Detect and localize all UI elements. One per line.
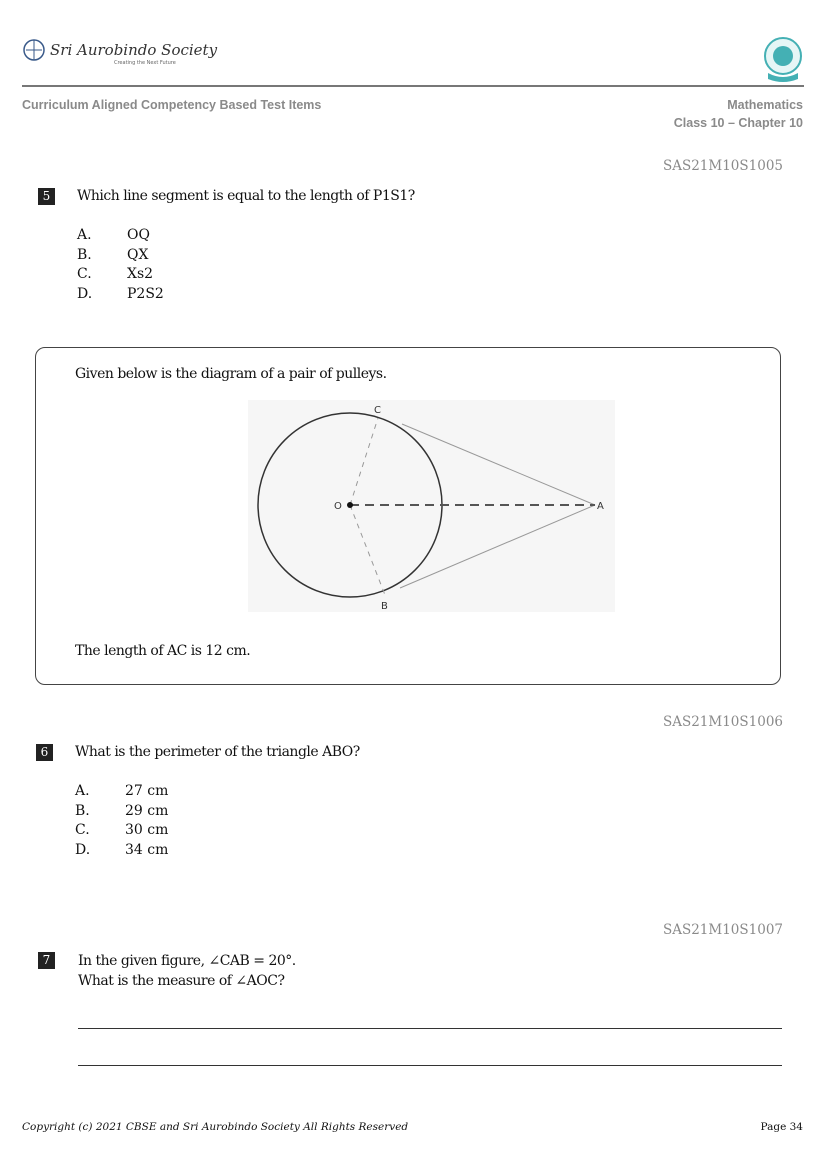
pulley-diagram <box>248 400 615 612</box>
label-c: C <box>374 405 381 416</box>
header-left-title: Curriculum Aligned Competency Based Test Items <box>22 98 322 112</box>
q6-options <box>75 782 168 860</box>
option: C. 30 cm <box>75 822 169 838</box>
footer-copyright: Copyright (c) 2021 CBSE and Sri Aurobindo Society All Rights Reserved <box>22 1121 409 1133</box>
answer-line[interactable] <box>78 1065 782 1066</box>
label-b: B <box>381 601 388 612</box>
label-o: O <box>334 501 342 512</box>
q6-code: SAS21M10S1006 <box>662 714 783 730</box>
q5-code: SAS21M10S1005 <box>662 158 783 174</box>
page-number: Page 34 <box>760 1121 803 1133</box>
q5-text: Which line segment is equal to the length of P1S1? <box>77 188 415 204</box>
q7-line2: What is the measure of ∠AOC? <box>78 973 285 989</box>
q6-text: What is the perimeter of the triangle ABO? <box>75 744 360 760</box>
center-point <box>347 502 353 508</box>
svg-text:Sri Aurobindo Society: Sri Aurobindo Society <box>50 41 218 59</box>
option: D. P2S2 <box>77 285 164 302</box>
option: B. 29 cm <box>75 802 169 819</box>
header-divider <box>22 85 804 87</box>
q7-line1: In the given figure, ∠CAB = 20°. <box>78 953 296 969</box>
label-a: A <box>597 501 604 512</box>
sas-logo <box>22 38 218 70</box>
stimulus-note: The length of AC is 12 cm. <box>75 643 251 659</box>
header-subject: Mathematics <box>727 98 803 112</box>
q6-number: 6 <box>36 744 53 761</box>
option: A. OQ <box>77 227 150 243</box>
answer-line[interactable] <box>78 1028 782 1029</box>
option: C. Xs2 <box>77 266 154 282</box>
header-class-chapter: Class 10 – Chapter 10 <box>673 116 803 130</box>
svg-text:Creating the Next Future: Creating the Next Future <box>114 60 176 66</box>
option: B. QX <box>77 246 149 263</box>
stimulus-intro: Given below is the diagram of a pair of pulleys. <box>75 366 387 382</box>
option: D. 34 cm <box>75 841 169 858</box>
q7-number: 7 <box>38 952 55 969</box>
option: A. 27 cm <box>75 783 169 799</box>
q5-options <box>77 226 164 304</box>
q7-code: SAS21M10S1007 <box>662 922 783 938</box>
cbse-seal <box>762 35 804 87</box>
q5-number: 5 <box>38 188 55 205</box>
